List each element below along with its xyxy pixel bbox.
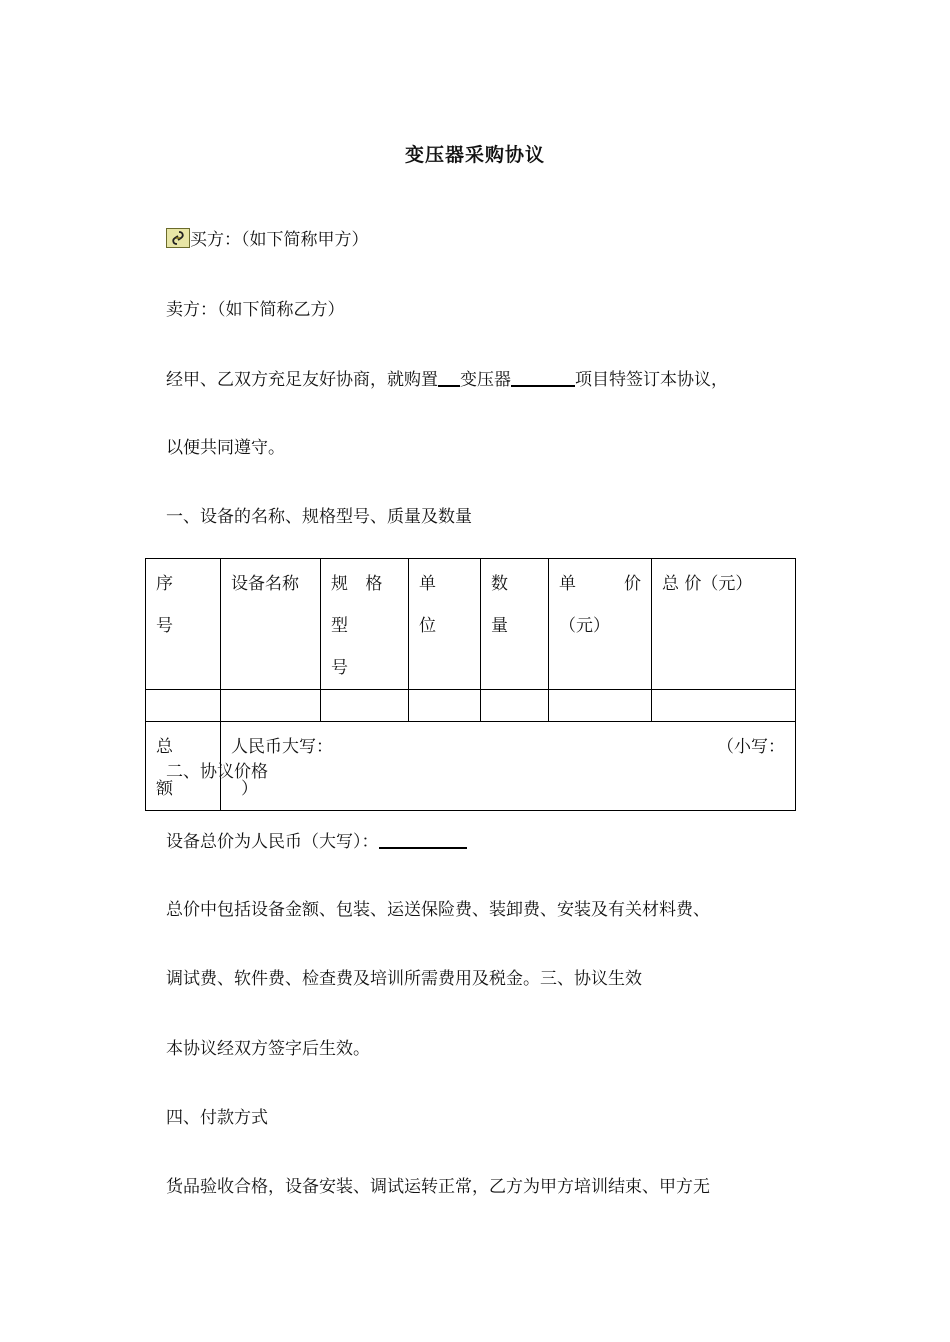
intro-line-2: 以便共同遵守。 bbox=[166, 438, 285, 458]
table-cell[interactable] bbox=[321, 690, 409, 722]
blank-field bbox=[511, 367, 575, 387]
price-desc-1: 总价中包括设备金额、包装、运送保险费、装卸费、安装及有关材料费、 bbox=[166, 900, 710, 920]
header-unit: 单 位 bbox=[409, 559, 481, 690]
header-seq: 序 号 bbox=[146, 559, 221, 690]
blank-field bbox=[379, 829, 467, 849]
section-4-heading: 四、付款方式 bbox=[166, 1108, 268, 1128]
buyer-line bbox=[166, 228, 369, 252]
table-cell[interactable] bbox=[652, 690, 796, 722]
section-2-heading: 二、协议价格 bbox=[166, 762, 268, 782]
table-cell[interactable] bbox=[481, 690, 549, 722]
header-qty: 数 量 bbox=[481, 559, 549, 690]
intro-line-1: 经甲、乙双方充足友好协商，就购置 变压器 项目特签订本协议， bbox=[166, 367, 728, 392]
header-price: 单 价 （元） bbox=[549, 559, 652, 690]
section-1-heading: 一、设备的名称、规格型号、质量及数量 bbox=[166, 507, 472, 527]
link-icon bbox=[166, 228, 190, 248]
header-spec: 规 格 型 号 bbox=[321, 559, 409, 690]
table-header-row bbox=[146, 559, 796, 690]
total-amount-cell[interactable]: 人民币大写： （小写： ） bbox=[221, 722, 796, 811]
header-total: 总 价（元） bbox=[652, 559, 796, 690]
buyer-label: 买方：（如下简称甲方） bbox=[190, 230, 369, 250]
table-cell[interactable] bbox=[549, 690, 652, 722]
total-label: 总 额 bbox=[146, 722, 221, 811]
blank-field bbox=[438, 367, 460, 387]
seller-label: 卖方：（如下简称乙方） bbox=[166, 300, 345, 320]
table-cell[interactable] bbox=[221, 690, 321, 722]
table-row bbox=[146, 690, 796, 722]
payment-text: 货品验收合格，设备安装、调试运转正常，乙方为甲方培训结束、甲方无 bbox=[166, 1177, 710, 1197]
effect-text: 本协议经双方签字后生效。 bbox=[166, 1039, 370, 1059]
table-cell[interactable] bbox=[146, 690, 221, 722]
page-title: 变压器采购协议 bbox=[404, 144, 545, 166]
table-cell[interactable] bbox=[409, 690, 481, 722]
price-desc-2: 调试费、软件费、检查费及培训所需费用及税金。三、协议生效 bbox=[166, 969, 642, 989]
price-line: 设备总价为人民币（大写）： bbox=[166, 829, 467, 854]
header-name: 设备名称 bbox=[221, 559, 321, 690]
